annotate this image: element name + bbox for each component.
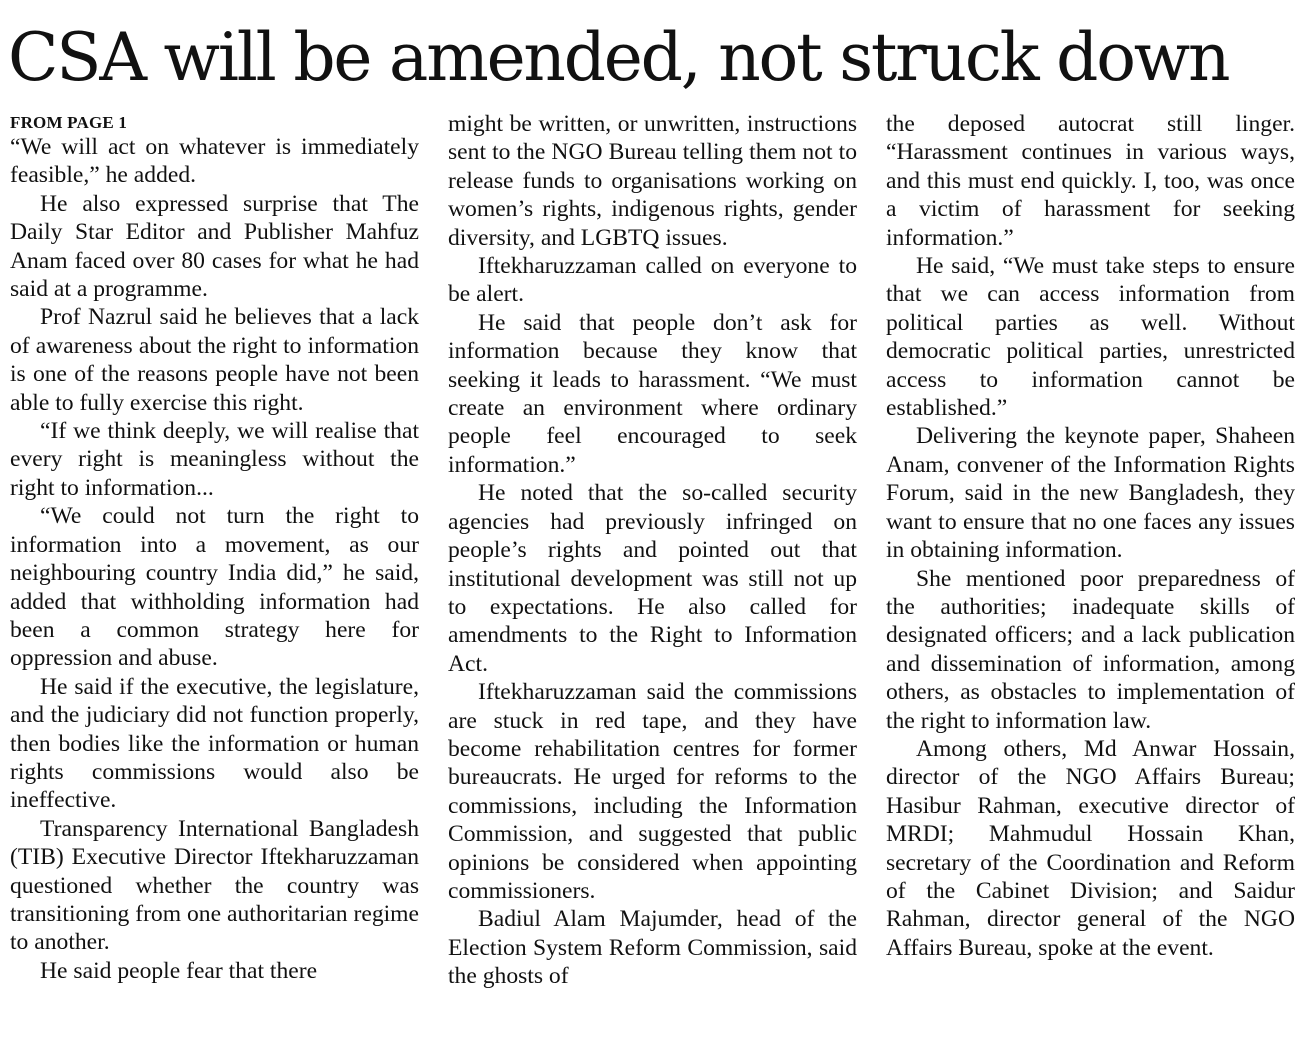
article-column-1: [10, 112, 419, 985]
paragraph: Iftekharuzzaman said the commissions are stuck in red tape, and they have become rehabilitation centres for former bureaucrats. He urged for reforms to the commissions, including the Information Commission, and suggested that public opinions be considered when appointing commissioners.: [448, 679, 857, 904]
article-column-3: [886, 110, 1295, 962]
paragraph: He said, “We must take steps to ensure that we can access information from political parties as well. Without democratic political parties, unrestricted access to information cannot be established.”: [886, 253, 1295, 422]
paragraph: “We will act on whatever is immediately feasible,” he added.: [10, 134, 419, 189]
paragraph: Among others, Md Anwar Hossain, director of the NGO Affairs Bureau; Hasibur Rahman, executive director of MRDI; Mahmudul Hossain Khan, secretary of the Coordination and Reform of the Cabinet Division; and Saidur Rahman, director general of the NGO Affairs Bureau, spoke at the event.: [886, 735, 1295, 961]
paragraph: the deposed autocrat still linger. “Harassment continues in various ways, and this must end quickly. I, too, was once a victim of harassment for seeking information.”: [886, 111, 1295, 251]
paragraph: Badiul Alam Majumder, head of the Election System Reform Commission, said the ghosts of: [448, 906, 857, 990]
paragraph: “If we think deeply, we will realise that every right is meaningless without the right to information...: [10, 418, 419, 501]
article-column-2: [448, 110, 857, 991]
paragraph: He noted that the so-called security agencies had previously infringed on people’s rights and pointed out that institutional development was still not up to expectations. He also called for amendments to the Right to Information Act.: [448, 480, 857, 677]
headline: CSA will be amended, not struck down: [8, 19, 1229, 96]
paragraph: might be written, or unwritten, instructions sent to the NGO Bureau telling them not to release funds to organisations working on women’s rights, indigenous rights, gender diversity, and LGBTQ issues.: [448, 111, 857, 251]
paragraph: Delivering the keynote paper, Shaheen Anam, convener of the Information Rights Forum, said in the new Bangladesh, they want to ensure that no one faces any issues in obtaining information.: [886, 423, 1295, 564]
paragraph: He said that people don’t ask for information because they know that seeking it leads to harassment. “We must create an environment where ordinary people feel encouraged to seek information.”: [448, 309, 857, 478]
paragraph: He also expressed surprise that The Daily Star Editor and Publisher Mahfuz Anam faced over 80 cases for what he had said at a programme.: [10, 190, 419, 303]
paragraph: “We could not turn the right to information into a movement, as our neighbouring country India did,” he said, added that withholding information had been a common strategy here for oppression and abuse.: [10, 503, 419, 672]
paragraph: Iftekharuzzaman called on everyone to be alert.: [448, 253, 857, 308]
paragraph: Prof Nazrul said he believes that a lack of awareness about the right to information is one of the reasons people have not been able to fully exercise this right.: [10, 304, 419, 416]
paragraph: Transparency International Bangladesh (TIB) Executive Director Iftekharuzzaman questioned whether the country was transitioning from one authoritarian regime to another.: [10, 815, 419, 956]
paragraph: He said if the executive, the legislature, and the judiciary did not function properly, then bodies like the information or human rights commissions would also be ineffective.: [10, 673, 419, 814]
paragraph: She mentioned poor preparedness of the authorities; inadequate skills of designated officers; and a lack publication and dissemination of information, among others, as obstacles to implementation of the right to information law.: [886, 565, 1295, 734]
paragraph: He said people fear that there: [40, 957, 318, 984]
continuation-kicker: FROM PAGE 1: [10, 113, 128, 132]
